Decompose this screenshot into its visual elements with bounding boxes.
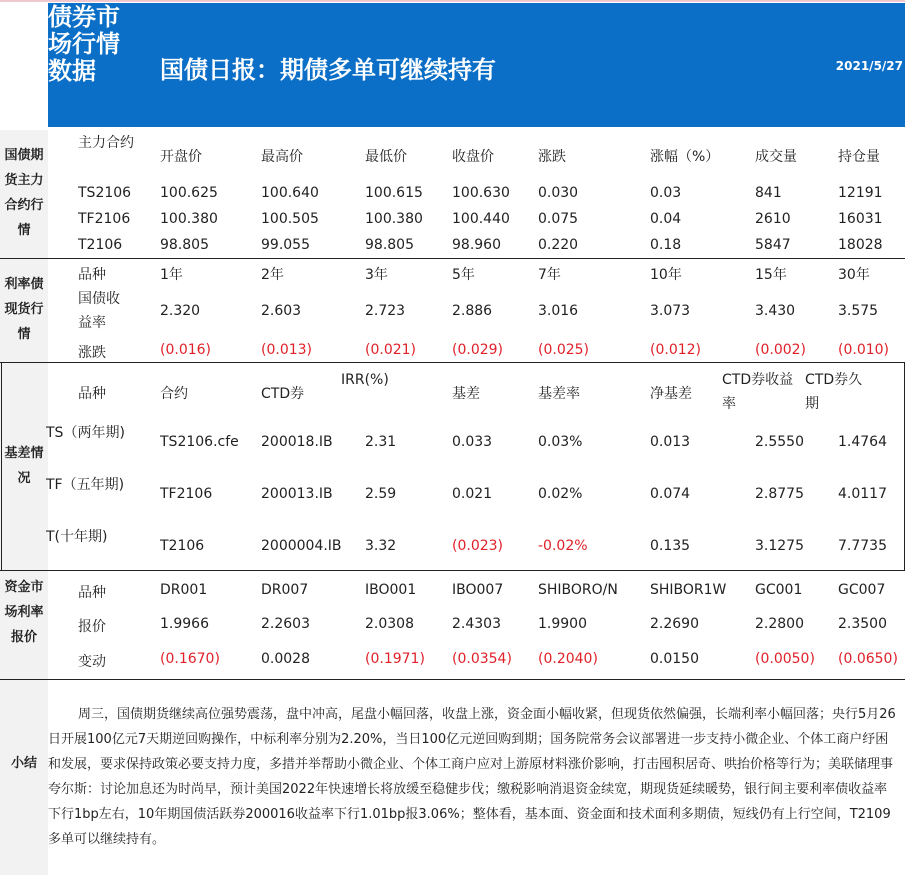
- spot-header: 3年: [365, 267, 388, 283]
- futures-header: 开盘价: [160, 149, 202, 165]
- basis-cell: TF2106: [160, 486, 213, 502]
- spot-yield: 3.575: [838, 303, 879, 319]
- spot-yield: 2.886: [452, 303, 493, 319]
- spot-yield: 2.320: [160, 303, 201, 319]
- basis-header: CTD券久期: [805, 372, 863, 412]
- basis-cell: 3.1275: [755, 538, 804, 554]
- spot-header: 品种: [78, 267, 106, 283]
- futures-cell: T2106: [78, 237, 123, 253]
- money-header: DR001: [160, 582, 208, 598]
- spot-change: (0.021): [365, 342, 417, 358]
- basis-row-label: TF（五年期): [46, 477, 125, 493]
- basis-section-title: 基差情况: [4, 446, 44, 486]
- futures-cell: 0.03: [650, 185, 682, 201]
- futures-cell: 5847: [755, 237, 791, 253]
- money-quote: 1.9900: [538, 616, 587, 632]
- money-change: (0.0050): [755, 651, 815, 667]
- basis-cell: 2000004.IB: [261, 538, 342, 554]
- futures-header: 涨幅（%）: [650, 149, 720, 165]
- futures-cell: 100.625: [160, 185, 218, 201]
- basis-header: IRR(%): [341, 372, 389, 388]
- basis-header: CTD券: [261, 386, 305, 402]
- futures-cell: 100.505: [261, 211, 319, 227]
- basis-cell: T2106: [160, 538, 205, 554]
- divider: [0, 258, 905, 259]
- money-change: 0.0028: [261, 651, 310, 667]
- money-change: (0.2040): [538, 651, 598, 667]
- basis-cell: 200018.IB: [261, 434, 333, 450]
- spot-yield: 3.073: [650, 303, 691, 319]
- spot-header: 15年: [755, 267, 787, 283]
- basis-cell: 2.59: [365, 486, 397, 502]
- spot-section-title: 利率债现货行情: [4, 277, 44, 342]
- futures-cell: 0.18: [650, 237, 682, 253]
- spot-header: 5年: [452, 267, 475, 283]
- basis-cell: -0.02%: [538, 538, 588, 554]
- report-date: 2021/5/27: [835, 59, 903, 73]
- page-title: 国债日报：期债多单可继续持有: [160, 56, 496, 84]
- basis-header: 基差: [452, 386, 480, 402]
- basis-cell: 7.7735: [838, 538, 887, 554]
- top-accent-line: [0, 0, 905, 2]
- futures-cell: 2610: [755, 211, 791, 227]
- basis-cell: 4.0117: [838, 486, 887, 502]
- basis-cell: 3.32: [365, 538, 397, 554]
- basis-header: CTD券收益率: [722, 372, 794, 412]
- futures-cell: TS2106: [78, 185, 132, 201]
- money-header: DR007: [261, 582, 309, 598]
- futures-header: 持仓量: [838, 149, 880, 165]
- futures-cell: 0.04: [650, 211, 682, 227]
- futures-cell: 98.805: [160, 237, 209, 253]
- summary-section-title: 小结: [10, 756, 37, 771]
- futures-cell: 100.440: [452, 211, 510, 227]
- money-header: SHIBORO/N: [538, 582, 618, 598]
- basis-header: 净基差: [650, 386, 692, 402]
- money-header: GC001: [755, 582, 803, 598]
- divider: [0, 679, 905, 680]
- money-quote: 2.4303: [452, 616, 501, 632]
- basis-cell: 0.03%: [538, 434, 583, 450]
- futures-header: 收盘价: [452, 149, 494, 165]
- futures-cell: 16031: [838, 211, 883, 227]
- spot-yield: 2.603: [261, 303, 302, 319]
- money-header: GC007: [838, 582, 886, 598]
- basis-cell: TS2106.cfe: [160, 434, 239, 450]
- money-header: IBO007: [452, 582, 504, 598]
- basis-cell: 0.135: [650, 538, 691, 554]
- money-quote: 2.2690: [650, 616, 699, 632]
- divider: [0, 570, 905, 571]
- basis-cell: (0.023): [452, 538, 504, 554]
- summary-text: 周三，国债期货继续高位强势震荡，盘中冲高，尾盘小幅回落，收盘上涨，资金面小幅收紧，但现货依然偏强，长端利率小幅回落；央行5月26日开展100亿元7天期逆回购操作，中标利率分别为2.20%，当日100亿元逆回购到期；国务院常务会议部署进一步支持小微企业、个体工商户纾困和发展，要求保持政策必要支持力度，多措并举帮助小微企业、个体工商户应对上游原材料涨价影响，打击囤积居奇、哄抬价格等行为；美联储理事夸尔斯：讨论加息还为时尚早，预计美国2022年快速增长将放缓至稳健步伐；缴税影响消退资金续宽，期现货延续暖势，银行间主要利率债收益率下行1bp左右，10年期国债活跃券200016收益率下行1.01bp报3.06%；整体看，基本面、资金面和技术面利多期债，短线仍有上行空间，T2109多单可以继续持有。: [48, 707, 896, 847]
- spot-yield: 2.723: [365, 303, 406, 319]
- spot-change: (0.025): [538, 342, 590, 358]
- futures-cell: TF2106: [78, 211, 131, 227]
- futures-header: 最低价: [365, 149, 407, 165]
- divider: [0, 362, 905, 363]
- futures-cell: 98.805: [365, 237, 414, 253]
- futures-cell: 18028: [838, 237, 883, 253]
- basis-cell: 0.013: [650, 434, 691, 450]
- money-header: 品种: [78, 585, 106, 601]
- money-header: IBO001: [365, 582, 417, 598]
- spot-header: 30年: [838, 267, 870, 283]
- money-quote: 2.3500: [838, 616, 887, 632]
- basis-row-label: T(十年期): [46, 529, 108, 545]
- money-header: SHIBOR1W: [650, 582, 727, 598]
- basis-cell: 0.021: [452, 486, 493, 502]
- basis-cell: 0.033: [452, 434, 493, 450]
- basis-header: 品种: [78, 386, 106, 402]
- basis-header: 基差率: [538, 386, 580, 402]
- futures-header: 最高价: [261, 149, 303, 165]
- basis-cell: 2.5550: [755, 434, 804, 450]
- futures-header: 成交量: [755, 149, 797, 165]
- spot-change: (0.012): [650, 342, 702, 358]
- futures-cell: 100.630: [452, 185, 510, 201]
- basis-cell: 1.4764: [838, 434, 887, 450]
- futures-cell: 0.220: [538, 237, 579, 253]
- money-row-label: 报价: [78, 619, 106, 635]
- basis-row-label: TS（两年期): [46, 425, 125, 441]
- money-change: (0.1971): [365, 651, 425, 667]
- futures-section-title: 国债期货主力合约行情: [4, 148, 44, 238]
- money-change: (0.0650): [838, 651, 898, 667]
- spot-yield: 3.016: [538, 303, 579, 319]
- basis-cell: 2.8775: [755, 486, 804, 502]
- spot-header: 2年: [261, 267, 284, 283]
- basis-cell: 200013.IB: [261, 486, 333, 502]
- basis-cell: 0.02%: [538, 486, 583, 502]
- money-change: (0.1670): [160, 651, 220, 667]
- futures-cell: 99.055: [261, 237, 310, 253]
- money-quote: 1.9966: [160, 616, 209, 632]
- futures-cell: 98.960: [452, 237, 501, 253]
- spot-change: (0.010): [838, 342, 890, 358]
- futures-cell: 100.640: [261, 185, 319, 201]
- futures-cell: 12191: [838, 185, 883, 201]
- money-change: (0.0354): [452, 651, 512, 667]
- spot-change: (0.013): [261, 342, 313, 358]
- spot-change: (0.029): [452, 342, 504, 358]
- spot-change: (0.002): [755, 342, 807, 358]
- basis-cell: 2.31: [365, 434, 397, 450]
- spot-yield: 3.430: [755, 303, 796, 319]
- spot-header: 1年: [160, 267, 183, 283]
- money-row-label: 变动: [78, 654, 106, 670]
- futures-cell: 841: [755, 185, 782, 201]
- futures-cell: 0.075: [538, 211, 579, 227]
- money-section-title: 资金市场利率报价: [4, 580, 44, 645]
- money-change: 0.0150: [650, 651, 699, 667]
- money-quote: 2.2800: [755, 616, 804, 632]
- futures-cell: 100.380: [365, 211, 423, 227]
- spot-row-label: 国债收益率: [78, 291, 120, 331]
- basis-header: 合约: [160, 386, 188, 402]
- money-quote: 2.0308: [365, 616, 414, 632]
- futures-cell: 100.380: [160, 211, 218, 227]
- futures-cell: 0.030: [538, 185, 579, 201]
- header-category: 债券市场行情数据: [48, 3, 120, 85]
- money-quote: 2.2603: [261, 616, 310, 632]
- futures-header: 主力合约: [78, 135, 134, 151]
- futures-header: 涨跌: [538, 149, 566, 165]
- spot-change: (0.016): [160, 342, 212, 358]
- spot-header: 10年: [650, 267, 682, 283]
- spot-header: 7年: [538, 267, 561, 283]
- spot-row-label: 涨跌: [78, 345, 106, 361]
- futures-cell: 100.615: [365, 185, 423, 201]
- basis-cell: 0.074: [650, 486, 691, 502]
